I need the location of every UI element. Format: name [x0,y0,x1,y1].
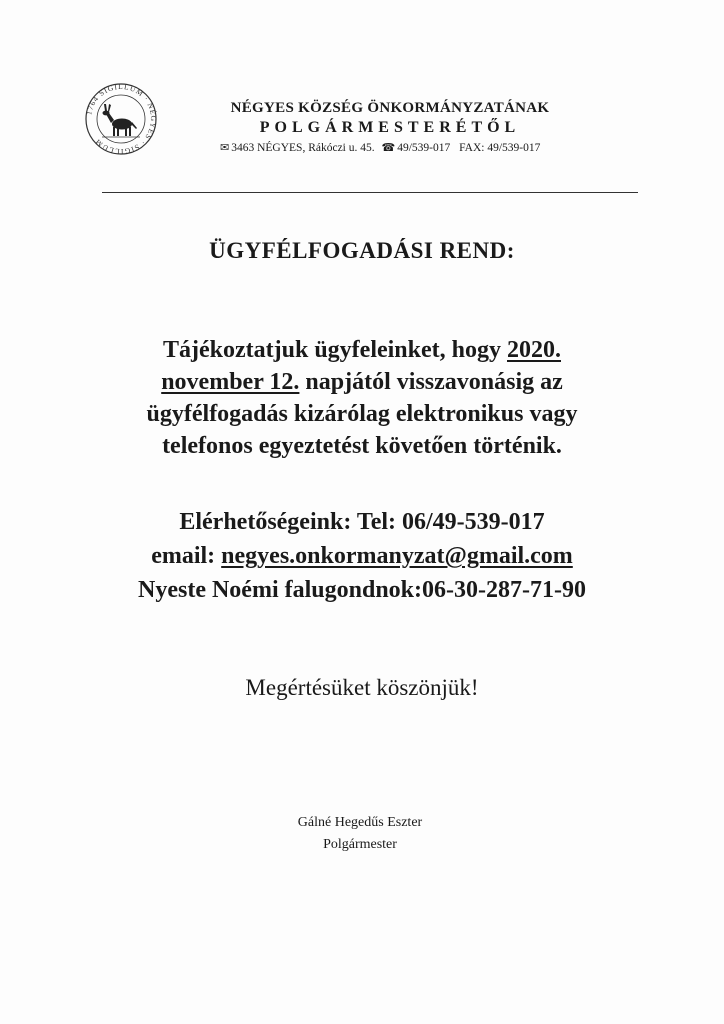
letterhead-title: NÉGYES KÖZSÉG ÖNKORMÁNYZATÁNAK [230,100,550,116]
notice-text: napjától visszavonásig az [299,369,563,395]
thanks-text: Megértésüket köszönjük! [245,675,479,700]
letterhead-fax: FAX: 49/539-017 [459,142,541,154]
signatory-role: Polgármester [323,837,397,852]
notice-date-year: 2020. [507,337,561,363]
envelope-icon: ✉ [220,142,230,154]
signatory-name: Gálné Hegedűs Eszter [297,815,423,830]
letterhead [220,100,600,154]
contact-email-line [0,539,724,573]
page-title: ÜGYFÉLFOGADÁSI REND: [209,238,515,263]
contact-caretaker-line: Nyeste Noémi falugondnok:06-30-287-71-90 [138,577,586,603]
contact-block [0,505,724,607]
letterhead-subtitle: POLGÁRMESTERÉTŐL [259,119,521,136]
letterhead-phone: 49/539-017 [397,142,451,154]
notice-line-4: telefonos egyeztetést követően történik. [162,433,562,459]
contact-phone-line: Elérhetőségeink: Tel: 06/49-539-017 [179,509,545,535]
municipal-seal-icon [84,82,158,156]
header-divider [102,192,638,193]
notice-text: Tájékoztatjuk ügyfeleinket, hogy [163,337,507,363]
signature-block [210,812,510,856]
notice-date-day: november 12. [161,369,300,395]
svg-text:1764 SIGILLUM · NÉGYES · SIGIL: 1764 SIGILLUM · NÉGYES · SIGILLUM [84,82,158,156]
notice-line-3: ügyfélfogadás kizárólag elektronikus vagy [146,401,578,427]
notice-body [0,334,724,462]
email-link[interactable]: negyes.onkormanyzat@gmail.com [221,543,573,569]
notice-line-2 [0,366,724,398]
letterhead-address: 3463 NÉGYES, Rákóczi u. 45. [231,142,375,154]
letterhead-contact-line [220,141,600,154]
notice-line-1 [0,334,724,366]
email-label: email: [151,543,222,569]
phone-icon: ☎ [381,142,396,154]
